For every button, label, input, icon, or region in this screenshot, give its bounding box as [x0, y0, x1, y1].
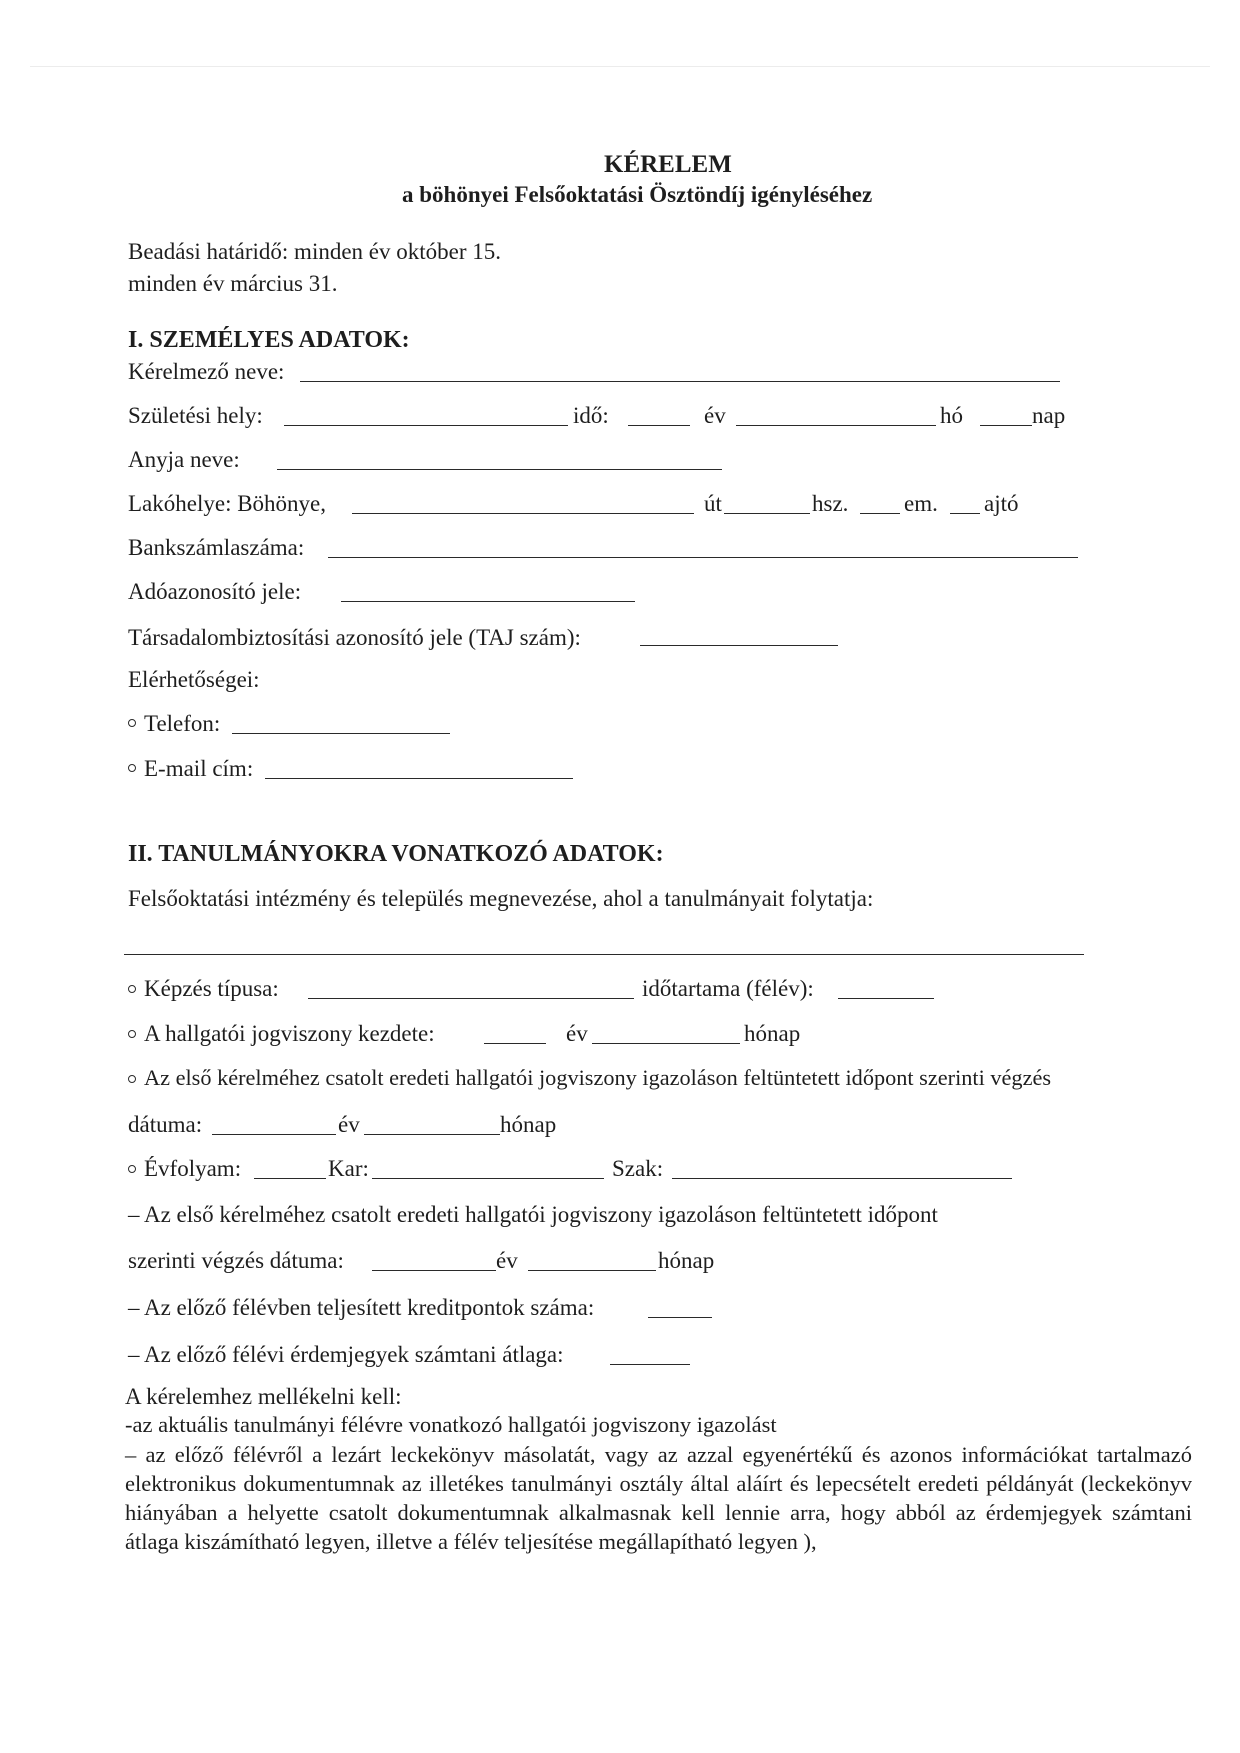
graduation-month-label: hónap — [500, 1112, 557, 1137]
training-type-field[interactable] — [308, 998, 634, 999]
street-number-field[interactable] — [724, 513, 810, 514]
enrollment-start-label: A hallgatói jogviszony kezdete: — [144, 1021, 435, 1046]
scan-edge-line — [30, 66, 1210, 67]
grade-field[interactable] — [254, 1178, 326, 1179]
birth-day-field[interactable] — [980, 425, 1032, 426]
institution-field[interactable] — [124, 954, 1084, 955]
birth-year-label: év — [704, 403, 726, 428]
credits-field[interactable] — [648, 1317, 712, 1318]
grade-average-field[interactable] — [610, 1364, 690, 1365]
email-field[interactable] — [265, 778, 573, 779]
door-label: ajtó — [984, 491, 1019, 516]
taj-number-field[interactable] — [640, 645, 838, 646]
enrollment-start-field[interactable] — [484, 1043, 546, 1044]
taj-number-label: Társadalombiztosítási azonosító jele (TAJ szám): — [128, 625, 581, 650]
birth-year-field[interactable] — [628, 425, 690, 426]
birth-day-label: nap — [1032, 403, 1066, 428]
deadline-line-2: minden év március 31. — [128, 271, 338, 296]
contact-label: Elérhetőségei: — [128, 667, 260, 692]
street-label: út — [704, 491, 722, 516]
completion-month-label: hónap — [658, 1248, 715, 1273]
birth-time-label: idő: — [573, 403, 609, 428]
floor-label: em. — [904, 491, 938, 516]
section-1-heading: I. SZEMÉLYES ADATOK: — [128, 327, 410, 353]
birth-place-field[interactable] — [284, 425, 568, 426]
applicant-name-field[interactable] — [300, 381, 1060, 382]
major-field[interactable] — [672, 1178, 1012, 1179]
graduation-date-label: dátuma: — [128, 1112, 203, 1137]
first-request-graduation-label: Az első kérelméhez csatolt eredeti hallgatói jogviszony igazoláson feltüntetett időpont szerinti végzés — [144, 1065, 1052, 1090]
residence-label: Lakóhelye: Böhönye, — [128, 491, 327, 516]
completion-year-label: év — [496, 1248, 518, 1273]
birth-month-field[interactable] — [736, 425, 936, 426]
completion-date-label: szerinti végzés dátuma: — [128, 1248, 344, 1273]
house-number-label: hsz. — [812, 491, 849, 516]
section-2-heading: II. TANULMÁNYOKRA VONATKOZÓ ADATOK: — [128, 841, 664, 867]
grade-average-label: – Az előző félévi érdemjegyek számtani átlaga: — [128, 1342, 564, 1367]
duration-field[interactable] — [838, 998, 934, 999]
form-subtitle: a böhönyei Felsőoktatási Ösztöndíj igényléséhez — [402, 182, 873, 207]
grade-label: Évfolyam: — [144, 1156, 242, 1181]
graduation-year-field[interactable] — [364, 1134, 500, 1135]
deadline-line-1: Beadási határidő: minden év október 15. — [128, 239, 502, 264]
email-label: E-mail cím: — [144, 756, 254, 781]
attachment-item-1: -az aktuális tanulmányi félévre vonatkozó hallgatói jogviszony igazolást — [125, 1412, 777, 1437]
tax-id-label: Adóazonosító jele: — [128, 579, 302, 604]
form-title: KÉRELEM — [604, 151, 732, 178]
applicant-name-label: Kérelmező neve: — [128, 359, 285, 384]
credits-label: – Az előző félévben teljesített kreditpontok száma: — [128, 1295, 595, 1320]
major-label: Szak: — [612, 1156, 664, 1181]
duration-label: időtartama (félév): — [642, 976, 814, 1001]
mother-name-field[interactable] — [277, 469, 722, 470]
tax-id-field[interactable] — [341, 601, 635, 602]
graduation-date-field[interactable] — [212, 1134, 336, 1135]
floor-field[interactable] — [950, 513, 980, 514]
phone-field[interactable] — [232, 733, 450, 734]
bank-account-label: Bankszámlaszáma: — [128, 535, 305, 560]
institution-label: Felsőoktatási intézmény és település megnevezése, ahol a tanulmányait folytatja: — [128, 886, 874, 911]
graduation-year-label: év — [338, 1112, 360, 1137]
enrollment-month-label: hónap — [744, 1021, 801, 1046]
training-type-label: Képzés típusa: — [144, 976, 279, 1001]
attachments-intro: A kérelemhez mellékelni kell: — [125, 1384, 402, 1409]
first-request-graduation-dash-label: – Az első kérelméhez csatolt eredeti hallgatói jogviszony igazoláson feltüntetett időpont — [128, 1202, 938, 1227]
completion-year-field[interactable] — [528, 1270, 656, 1271]
house-number-field[interactable] — [860, 513, 900, 514]
bullet-icon — [128, 1075, 136, 1083]
enrollment-year-field[interactable] — [592, 1043, 740, 1044]
attachment-item-2: – az előző félévről a lezárt leckekönyv másolatát, vagy az azzal egyenértékű és azonos információkat tartalmazó elektronikus dokumentumnak az illetékes tanulmányi osztály által aláírt és lepecsételt eredeti példányát (leckekönyv hiányában a helyette csatolt dokumentumnak alkalmasnak kell lennie arra, hogy abból az érdemjegyek számtani átlaga kiszámítható legyen, illetve a félév teljesítése megállapítható legyen ), — [125, 1442, 1192, 1554]
faculty-field[interactable] — [372, 1178, 604, 1179]
birth-month-label: hó — [940, 403, 963, 428]
residence-street-field[interactable] — [352, 513, 694, 514]
bullet-icon — [128, 1030, 136, 1038]
enrollment-year-label: év — [566, 1021, 588, 1046]
bullet-icon — [128, 985, 136, 993]
bullet-icon — [128, 764, 136, 772]
completion-date-field[interactable] — [372, 1270, 496, 1271]
faculty-label: Kar: — [328, 1156, 369, 1181]
birth-place-label: Születési hely: — [128, 403, 263, 428]
bank-account-field[interactable] — [328, 557, 1078, 558]
mother-name-label: Anyja neve: — [128, 447, 240, 472]
phone-label: Telefon: — [144, 711, 221, 736]
bullet-icon — [128, 719, 136, 727]
bullet-icon — [128, 1165, 136, 1173]
